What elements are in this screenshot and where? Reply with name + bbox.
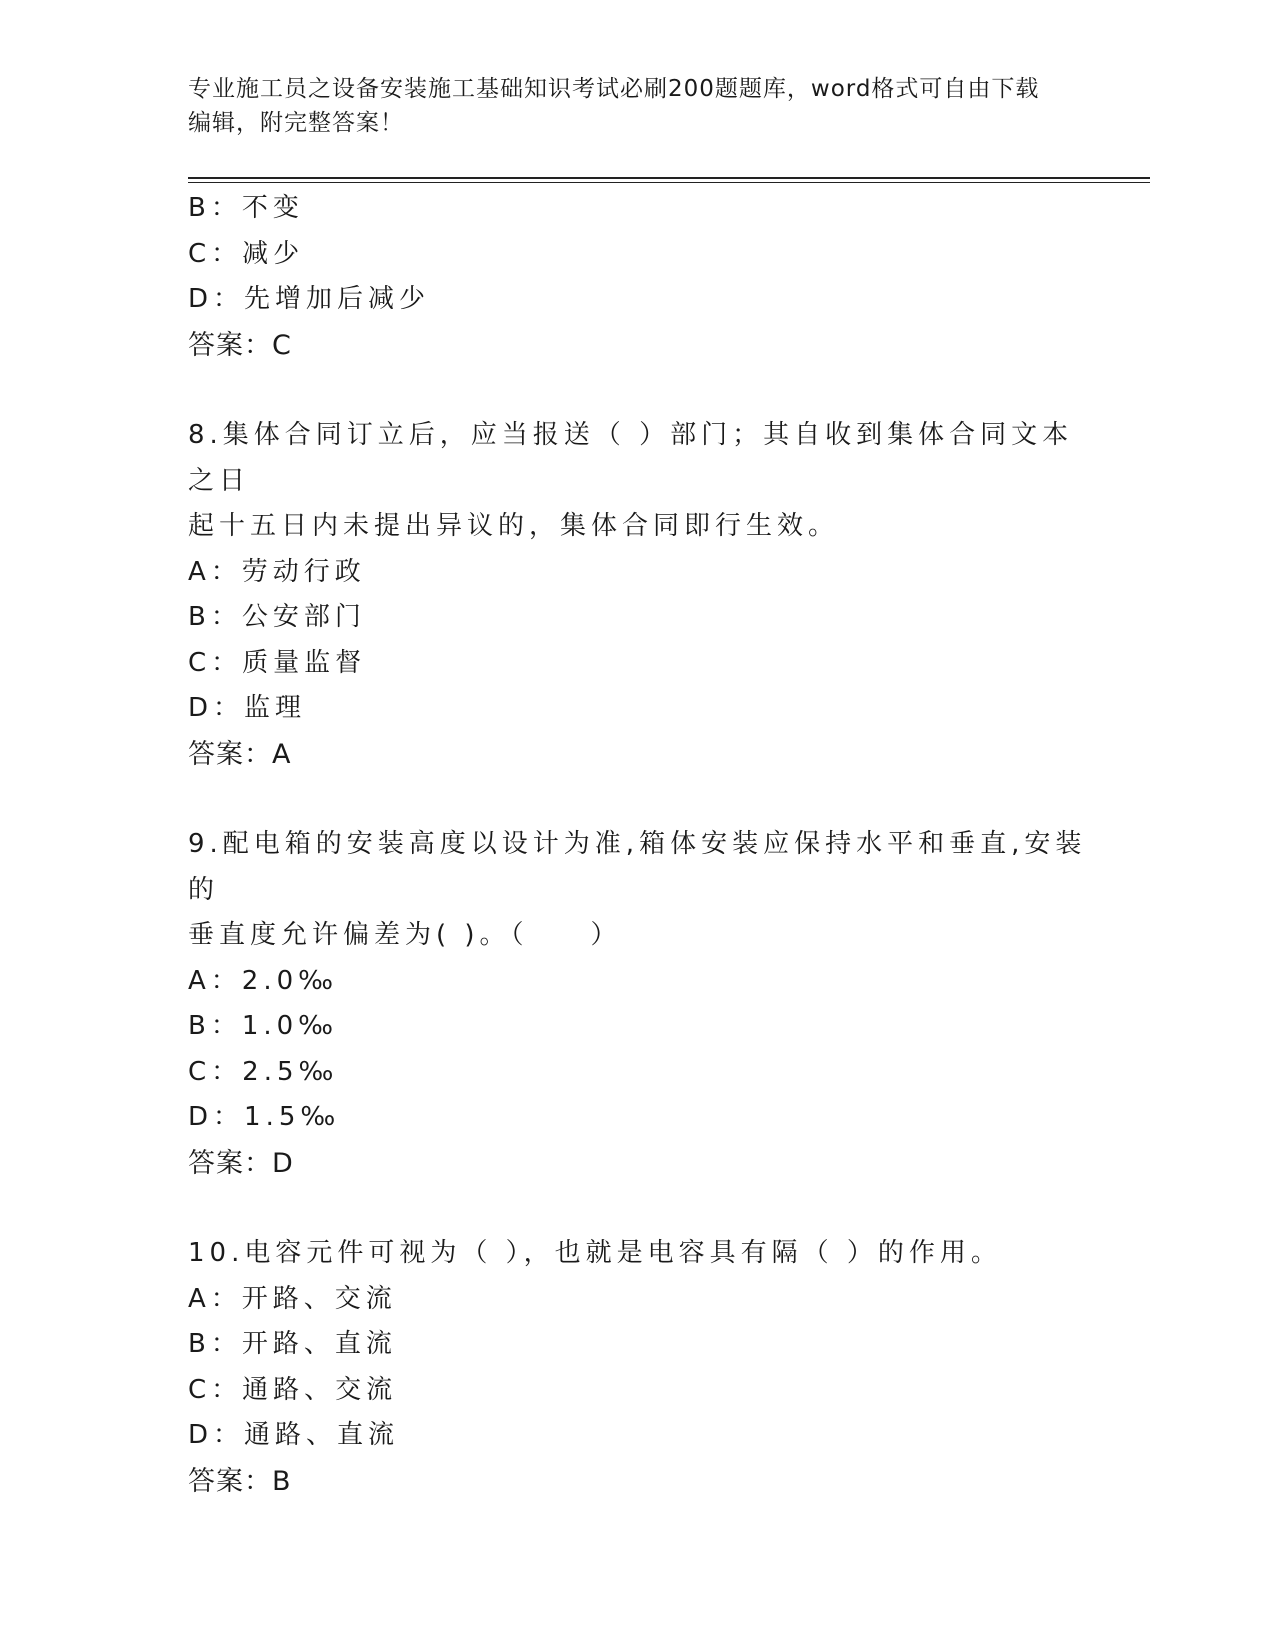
option-b: B：1.0‰ — [188, 1011, 339, 1041]
answer-line: 答案：A — [188, 738, 292, 770]
option-a: A：劳动行政 — [188, 556, 366, 587]
answer-line: 答案：B — [188, 1465, 292, 1497]
question-list — [188, 186, 1088, 1504]
option-a: A：开路、交流 — [188, 1283, 397, 1314]
option-c: C：减少 — [188, 238, 305, 269]
document-header — [188, 72, 1088, 140]
option-d: D：监理 — [188, 693, 307, 723]
header-title-line-1: 专业施工员之设备安装施工基础知识考试必刷200题题库，word格式可自由下载 — [188, 76, 1040, 102]
spacer — [188, 777, 1088, 822]
answer-line: 答案：D — [188, 1147, 294, 1179]
question-stem-line-1: 8.集体合同订立后，应当报送（ ）部门；其自收到集体合同文本之日 — [188, 420, 1074, 496]
spacer — [188, 368, 1088, 413]
option-c: C：2.5‰ — [188, 1056, 339, 1087]
option-b: B：公安部门 — [188, 602, 366, 632]
question-stem-line-2: 起十五日内未提出异议的，集体合同即行生效。 — [188, 511, 840, 541]
option-d: D：1.5‰ — [188, 1102, 341, 1132]
option-b: B：开路、直流 — [188, 1329, 397, 1359]
option-a: A：2.0‰ — [188, 965, 339, 996]
question-8 — [188, 413, 1088, 777]
option-b: B：不变 — [188, 193, 304, 223]
header-title-line-2: 编辑，附完整答案！ — [188, 110, 404, 136]
question-9 — [188, 822, 1088, 1186]
option-d: D：通路、直流 — [188, 1420, 400, 1450]
spacer — [188, 1186, 1088, 1231]
header-divider-thin — [188, 182, 1150, 183]
question-stem-line-2: 垂直度允许偏差为( )。（ ） — [188, 920, 622, 950]
header-divider-thick — [188, 177, 1150, 179]
question-10 — [188, 1231, 1088, 1504]
option-c: C：通路、交流 — [188, 1374, 398, 1405]
question-stem-line-1: 10.电容元件可视为（ ），也就是电容具有隔（ ）的作用。 — [188, 1238, 1002, 1268]
question-stem-line-1: 9.配电箱的安装高度以设计为准,箱体安装应保持水平和垂直,安装的 — [188, 829, 1087, 905]
option-d: D：先增加后减少 — [188, 284, 431, 314]
question-7 — [188, 186, 1088, 368]
answer-line: 答案：C — [188, 329, 292, 361]
option-c: C：质量监督 — [188, 647, 367, 678]
